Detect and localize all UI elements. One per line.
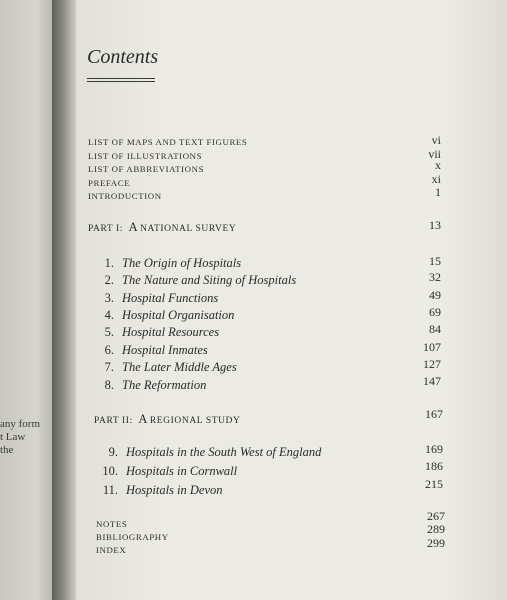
title-rule <box>87 78 155 79</box>
chapter-entry: 4. Hospital Organisation <box>104 308 235 322</box>
toc-entry-label: NOTES <box>96 519 128 529</box>
part-page: 13 <box>429 218 441 232</box>
chapter-entry: 1. The Origin of Hospitals <box>104 256 242 270</box>
chapter-page: 127 <box>423 357 441 371</box>
part-heading: PART I: A NATIONAL SURVEY <box>88 220 237 234</box>
toc-entry-page: vi <box>431 133 441 147</box>
toc-entry-page: 267 <box>427 509 445 523</box>
toc-entry-label: LIST OF ILLUSTRATIONS <box>88 151 203 161</box>
title-rule <box>87 81 155 82</box>
toc-entry-label: BIBLIOGRAPHY <box>96 532 169 542</box>
toc-entry-label: INTRODUCTION <box>88 191 162 201</box>
toc-entry-page: xi <box>431 172 441 186</box>
chapter-page: 15 <box>429 254 441 268</box>
chapter-entry: 7. The Later Middle Ages <box>104 360 237 374</box>
chapter-page: 107 <box>423 340 441 354</box>
toc-entry-label: PREFACE <box>88 178 131 188</box>
page-title: Contents <box>87 46 159 68</box>
chapter-page: 147 <box>423 374 441 388</box>
facing-page-text: the <box>0 444 14 456</box>
chapter-entry: 3. Hospital Functions <box>104 291 219 305</box>
chapter-entry: 10. Hospitals in Cornwall <box>102 464 238 478</box>
book-gutter <box>52 0 76 600</box>
facing-page-text: t Law <box>0 431 26 443</box>
chapter-page: 32 <box>429 270 441 284</box>
chapter-entry: 9. Hospitals in the South West of England <box>108 445 322 459</box>
toc-entry-label: LIST OF ABBREVIATIONS <box>88 164 205 174</box>
chapter-entry: 6. Hospital Inmates <box>104 343 208 357</box>
chapter-page: 84 <box>429 322 441 336</box>
chapter-page: 215 <box>425 477 443 491</box>
toc-entry-label: LIST OF MAPS AND TEXT FIGURES <box>88 137 248 147</box>
chapter-page: 49 <box>429 288 441 302</box>
chapter-entry: 5. Hospital Resources <box>104 325 220 339</box>
toc-entry-page: vii <box>428 147 441 161</box>
part-page: 167 <box>425 407 443 421</box>
chapter-entry: 8. The Reformation <box>104 378 207 392</box>
toc-entry-page: 1 <box>435 185 441 199</box>
chapter-entry: 11. Hospitals in Devon <box>102 483 223 497</box>
chapter-page: 186 <box>425 459 443 473</box>
facing-page-edge <box>0 0 52 600</box>
chapter-page: 69 <box>429 305 441 319</box>
toc-entry-page: 299 <box>427 536 445 550</box>
chapter-page: 169 <box>425 442 443 456</box>
part-heading: PART II: A REGIONAL STUDY <box>94 412 241 426</box>
toc-entry-label: INDEX <box>96 545 127 555</box>
toc-entry-page: x <box>435 158 441 172</box>
facing-page-text: any form <box>0 418 41 430</box>
toc-entry-page: 289 <box>427 522 445 536</box>
chapter-entry: 2. The Nature and Siting of Hospitals <box>104 273 297 287</box>
